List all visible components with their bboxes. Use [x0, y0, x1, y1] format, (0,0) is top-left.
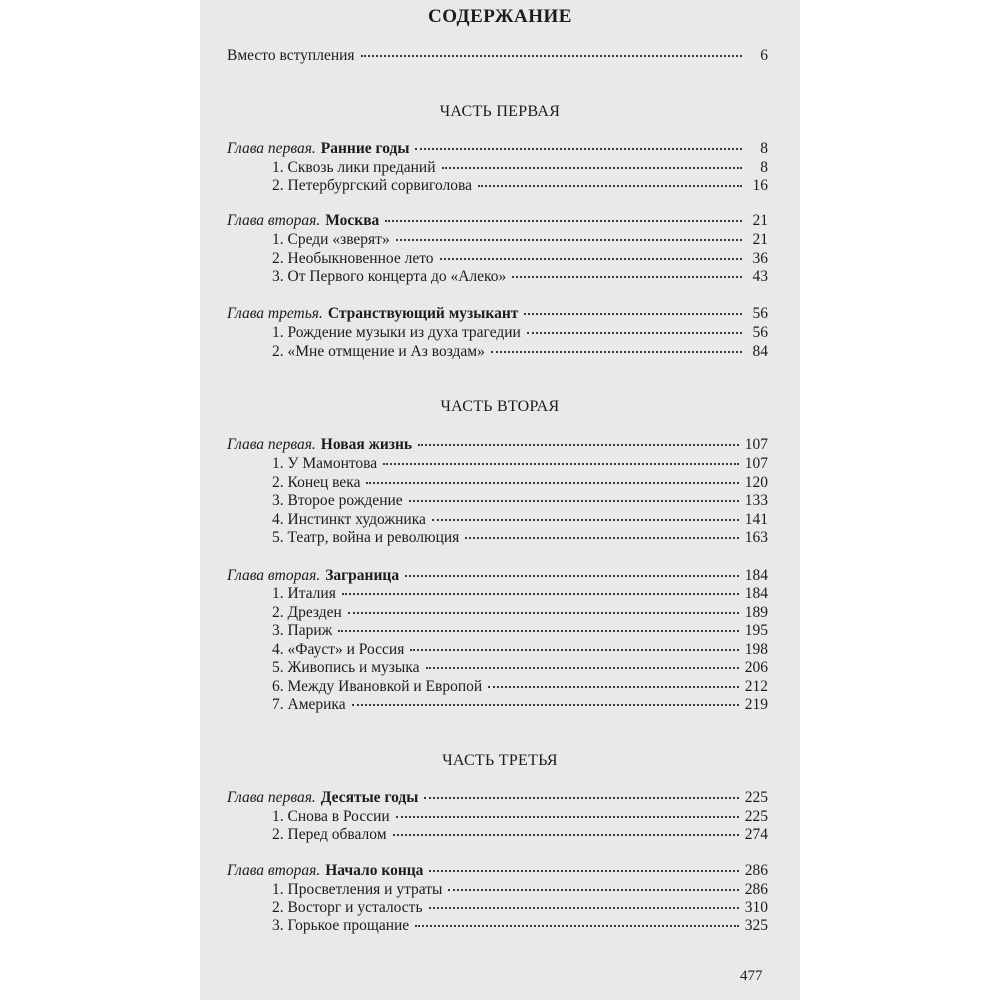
section-entry [272, 585, 768, 603]
section-entry [272, 917, 768, 935]
chapter-name: Новая жизнь [320, 436, 413, 453]
page-number: 477 [740, 968, 763, 984]
section-entry [272, 324, 768, 342]
entry-page: 8 [760, 159, 768, 176]
section-entry [272, 268, 768, 286]
chapter-label: Глава третья. [227, 305, 323, 322]
dot-leader [405, 575, 739, 577]
chapter-label: Глава первая. [227, 436, 316, 453]
dot-leader [488, 686, 739, 688]
dot-leader [385, 220, 742, 222]
chapter-entry [227, 436, 768, 454]
page-title: СОДЕРЖАНИЕ [428, 6, 572, 27]
section-label: 3. Второе рождение [272, 492, 403, 509]
section-entry [272, 177, 768, 195]
entry-page: 286 [744, 881, 768, 898]
dot-leader [429, 907, 739, 909]
entry-page: 107 [744, 436, 768, 453]
section-entry [272, 808, 768, 826]
part-heading: ЧАСТЬ ВТОРАЯ [440, 398, 560, 415]
section-label: 6. Между Ивановкой и Европой [272, 678, 483, 695]
entry-page: 225 [744, 789, 768, 806]
entry-page: 16 [752, 177, 768, 194]
chapter-entry [227, 567, 768, 585]
section-entry [272, 343, 768, 361]
section-label: 2. Необыкновенное лето [272, 250, 434, 267]
section-label: 2. Восторг и усталость [272, 899, 423, 916]
dot-leader [442, 167, 743, 169]
dot-leader [383, 463, 739, 465]
dot-leader [396, 239, 742, 241]
chapter-entry [227, 212, 768, 230]
dot-leader [524, 313, 742, 315]
chapter-name: Странствующий музыкант [327, 305, 519, 322]
chapter-label: Глава вторая. [227, 862, 321, 879]
dot-leader [418, 444, 739, 446]
entry-page: 120 [744, 474, 768, 491]
section-label: 3. Горькое прощание [272, 917, 410, 934]
dot-leader [465, 537, 738, 539]
section-entry [272, 641, 768, 659]
section-label: 1. Сквозь лики преданий [272, 159, 436, 176]
chapter-name: Ранние годы [320, 140, 410, 157]
dot-leader [527, 332, 742, 334]
section-entry [272, 250, 768, 268]
dot-leader [393, 834, 739, 836]
dot-leader [352, 704, 739, 706]
section-entry [272, 899, 768, 917]
section-entry [272, 492, 768, 510]
section-label: 2. Конец века [272, 474, 361, 491]
section-entry [272, 604, 768, 622]
chapter-entry [227, 789, 768, 807]
dot-leader [415, 925, 739, 927]
section-label: 2. «Мне отмщение и Аз воздам» [272, 343, 485, 360]
part-heading: ЧАСТЬ ТРЕТЬЯ [442, 752, 558, 769]
chapter-label: Глава вторая. [227, 567, 321, 584]
entry-page: 195 [744, 622, 768, 639]
section-entry [272, 231, 768, 249]
entry-page: 206 [744, 659, 768, 676]
entry-page: 219 [744, 696, 768, 713]
entry-page: 21 [752, 212, 768, 229]
toc-entry-intro [227, 47, 768, 65]
entry-page: 184 [744, 567, 768, 584]
entry-page: 163 [744, 529, 768, 546]
entry-page: 286 [744, 862, 768, 879]
dot-leader [410, 649, 738, 651]
dot-leader [491, 351, 742, 353]
entry-page: 141 [744, 511, 768, 528]
chapter-label: Глава вторая. [227, 212, 321, 229]
dot-leader [478, 185, 742, 187]
section-label: 1. Среди «зверят» [272, 231, 390, 248]
section-entry [272, 622, 768, 640]
entry-page: 325 [744, 917, 768, 934]
dot-leader [366, 482, 738, 484]
section-label: 1. Италия [272, 585, 336, 602]
dot-leader [396, 816, 739, 818]
entry-page: 184 [744, 585, 768, 602]
section-label: 5. Живопись и музыка [272, 659, 420, 676]
section-entry [272, 159, 768, 177]
chapter-name: Десятые годы [320, 789, 419, 806]
chapter-entry [227, 140, 768, 158]
section-label: 3. От Первого концерта до «Алеко» [272, 268, 507, 285]
dot-leader [415, 148, 742, 150]
section-label: 5. Театр, война и революция [272, 529, 460, 546]
entry-page: 6 [760, 47, 768, 64]
entry-page: 274 [744, 826, 768, 843]
chapter-name: Заграница [325, 567, 400, 584]
entry-page: 84 [752, 343, 768, 360]
section-entry [272, 529, 768, 547]
dot-leader [429, 870, 738, 872]
section-entry [272, 696, 768, 714]
entry-page: 225 [744, 808, 768, 825]
chapter-entry [227, 862, 768, 880]
section-label: 2. Дрезден [272, 604, 342, 621]
entry-page: 212 [744, 678, 768, 695]
entry-page: 56 [752, 324, 768, 341]
section-entry [272, 678, 768, 696]
section-label: 1. Снова в России [272, 808, 390, 825]
dot-leader [512, 276, 742, 278]
dot-leader [440, 258, 742, 260]
dot-leader [342, 593, 739, 595]
section-label: 4. «Фауст» и Россия [272, 641, 405, 658]
section-label: 1. Рождение музыки из духа трагедии [272, 324, 521, 341]
dot-leader [448, 889, 738, 891]
entry-page: 36 [752, 250, 768, 267]
section-entry [272, 474, 768, 492]
entry-label: Вместо вступления [227, 47, 355, 64]
chapter-label: Глава первая. [227, 140, 316, 157]
chapter-name: Начало конца [325, 862, 424, 879]
chapter-name: Москва [325, 212, 380, 229]
entry-page: 56 [752, 305, 768, 322]
section-entry [272, 659, 768, 677]
section-label: 2. Перед обвалом [272, 826, 387, 843]
section-label: 3. Париж [272, 622, 333, 639]
book-page [200, 0, 800, 1000]
entry-page: 310 [744, 899, 768, 916]
entry-page: 133 [744, 492, 768, 509]
entry-page: 107 [744, 455, 768, 472]
entry-page: 189 [744, 604, 768, 621]
dot-leader [432, 519, 739, 521]
dot-leader [348, 612, 739, 614]
entry-page: 198 [744, 641, 768, 658]
section-entry [272, 511, 768, 529]
dot-leader [361, 55, 742, 57]
section-entry [272, 826, 768, 844]
section-label: 7. Америка [272, 696, 346, 713]
chapter-label: Глава первая. [227, 789, 316, 806]
dot-leader [424, 797, 738, 799]
entry-page: 43 [752, 268, 768, 285]
section-entry [272, 881, 768, 899]
chapter-entry [227, 305, 768, 323]
section-label: 2. Петербургский сорвиголова [272, 177, 472, 194]
part-heading: ЧАСТЬ ПЕРВАЯ [439, 103, 561, 120]
section-entry [272, 455, 768, 473]
section-label: 4. Инстинкт художника [272, 511, 426, 528]
dot-leader [409, 500, 739, 502]
entry-page: 21 [752, 231, 768, 248]
section-label: 1. Просветления и утраты [272, 881, 443, 898]
dot-leader [426, 667, 739, 669]
section-label: 1. У Мамонтова [272, 455, 378, 472]
entry-page: 8 [760, 140, 768, 157]
dot-leader [338, 630, 738, 632]
